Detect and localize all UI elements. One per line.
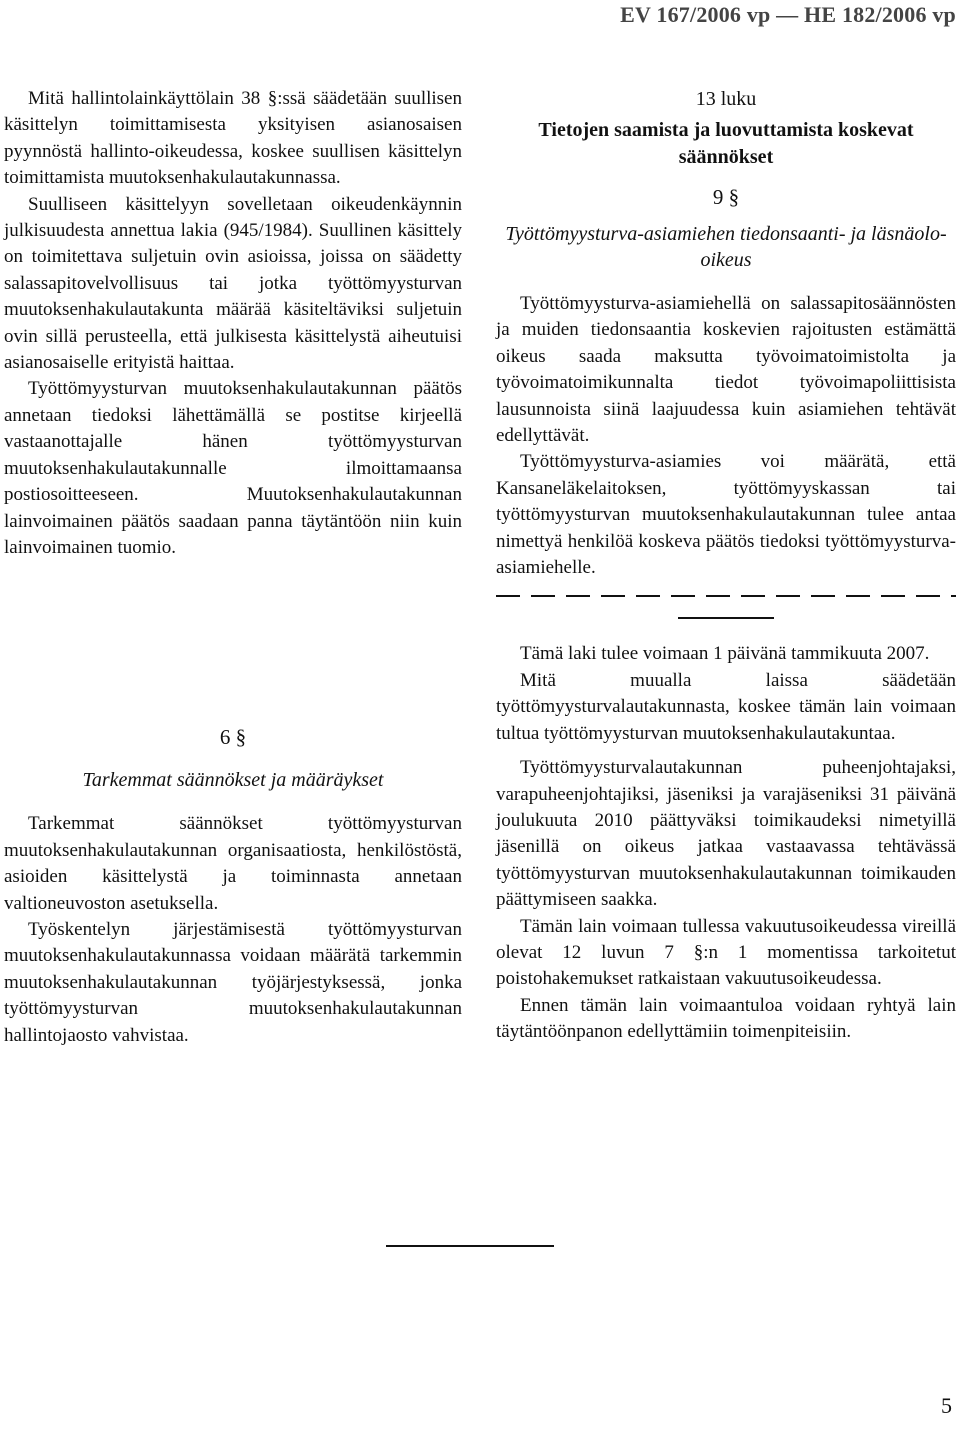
paragraph: Työttömyysturva-asiamiehellä on salassapitosäännösten ja muiden tiedonsaantia koskevien rajoitusten estämättä oikeus saada maksutta työvoimatoimistolta ja työvoimatoimikunnalta tiedot työvoimapoliittisista lausunnoista siinä laajuudessa kuin asiamiehen tehtävät edellyttävät. [496,293,956,447]
section-title: Tarkemmat säännökset ja määräykset [82,769,384,792]
dashed-separator [496,595,956,603]
paragraph: Mitä hallintolainkäyttölain 38 §:ssä säädetään suullisen käsittelyn toimittamisesta yksityisen asianosaisen pyynnöstä hallinto-oikeudessa, koskee suullisen käsittelyn toimittamista muutoksenhakulautakunnassa. [4,88,462,189]
chapter-title: Tietojen saamista ja luovuttamista koskevat säännökset [538,119,914,168]
paragraph: Tämä laki tulee voimaan 1 päivänä tammikuuta 2007. [520,643,930,665]
paragraph: Työskentelyn järjestämisestä työttömyysturvan muutoksenhakulautakunnassa voidaan määrätä tarkemmin muutoksenhakulautakunnan työjärjestyksessä, jonka työttömyysturvan muutoksenhakulautakunnan hallintojaosto vahvistaa. [4,918,462,1046]
paragraph: Työttömyysturva-asiamies voi määrätä, että Kansaneläkelaitoksen, työttömyyskassan tai työttömyysturvan muutoksenhakulautakunnan tulee antaa nimettyä henkilöä koskeva päätös tiedoksi työttömyysturva-asiamiehelle. [496,451,956,579]
section-title: Työttömyysturva-asiamiehen tiedonsaanti- ja läsnäolo-oikeus [505,223,947,271]
column-gap [4,561,462,723]
right-column [496,86,956,1046]
paragraph: Työttömyysturvan muutoksenhakulautakunnan päätös annetaan tiedoksi lähettämällä se postitse kirjeellä vastaanottajalle hänen työttömyysturvan muutoksenhakulautakunnalle ilmoittamaansa postiosoitteeseen. Muutoksenhakulautakunnan lainvoimainen päätös saadaan panna täytäntöön niin kuin lainvoimainen tuomio. [4,378,462,558]
paragraph: Tämän lain voimaan tullessa vakuutusoikeudessa vireillä olevat 12 luvun 7 §:n 1 momentissa tarkoitetut poistohakemukset ratkaistaan vakuutusoikeudessa. [496,915,956,990]
page-number: 5 [941,1393,952,1418]
paragraph: Tarkemmat säännökset työttömyysturvan muutoksenhakulautakunnan organisaatiosta, henkilöstöstä, asioiden käsittelystä ja toiminnasta annetaan valtioneuvoston asetuksella. [4,813,462,914]
section-number: 9 § [712,185,740,209]
paragraph: Mitä muualla laissa säädetään työttömyysturvalautakunnasta, koskee tämän lain voimaan tultua työttömyysturvan muutoksenhakulautakuntaa. [496,669,956,744]
paragraph: Työttömyysturvalautakunnan puheenjohtajaksi, varapuheenjohtajiksi, jäseniksi ja varajäseniksi 31 päivänä joulukuuta 2010 päättyväksi toimikaudeksi nimetyillä jäsenillä on oikeus jatkaa vastaavassa tehtävässä työttömyysturvan muutoksenhakulautakunnan toimikauden päättymiseen saakka. [496,757,956,911]
end-rule-divider [386,1245,554,1247]
paragraph: Suulliseen käsittelyyn sovelletaan oikeudenkäynnin julkisuudesta annettua lakia (945/1984). Suullinen käsittely on toimitettava suljetuin ovin asioissa, joissa on säädetty salassapitovelvollisuus tai jotka työttömyysturvan muutoksenhakulautakunta määrää käsiteltäviksi suljetuin ovin sillä perusteella, että julkisesta käsittelystä aiheutuisi asianosaiselle erityistä haittaa. [4,193,462,374]
short-rule-divider [678,617,774,619]
section-number: 6 § [219,725,247,750]
paragraph: Ennen tämän lain voimaantuloa voidaan ryhtyä lain täytäntöönpanon edellyttämiin toimenpiteisiin. [496,994,956,1043]
left-column [4,86,462,1049]
document-header: EV 167/2006 vp — HE 182/2006 vp [620,2,956,27]
chapter-heading: 13 luku [695,88,757,110]
